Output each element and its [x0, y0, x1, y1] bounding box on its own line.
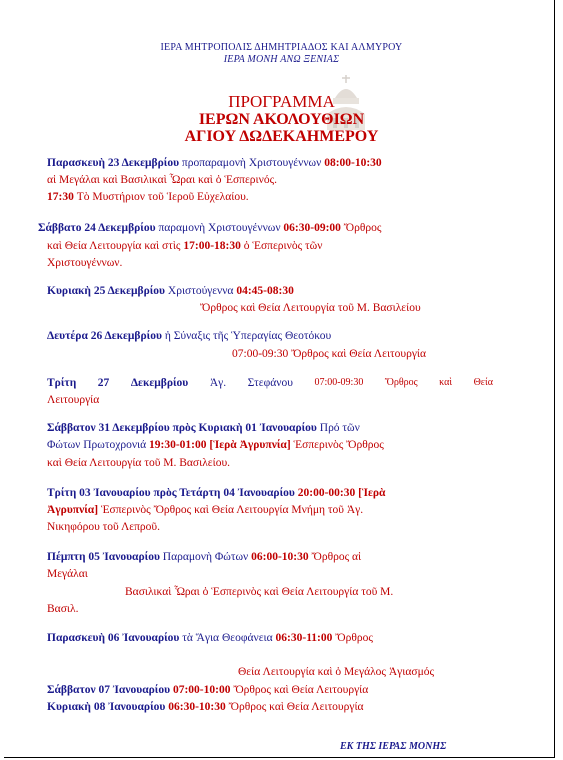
line-text-run: 08:00-10:30: [324, 157, 382, 169]
line-text-run: Δεκεμβρίου: [130, 377, 189, 389]
service-line: [47, 393, 99, 407]
line-text-run: αἱ Μεγάλαι καὶ Βασιλικαὶ Ὧραι καὶ ὁ Ἑσπερινός.: [47, 174, 277, 186]
line-text-run: 07:00-10:00: [172, 684, 234, 696]
line-text-run: 17:00-18:30: [183, 240, 244, 252]
line-text-run: 17:30: [47, 191, 77, 203]
line-text-run: Ὄρθρος καὶ Θεία Λειτουργία: [228, 701, 364, 713]
line-text-run: Τὸ Μυστήριον τοῦ Ἱεροῦ Εὐχελαίου.: [76, 191, 249, 203]
line-text-run: Σάββατον 07 Ἰανουαρίου: [47, 684, 173, 696]
service-line: [47, 550, 361, 564]
line-text-run: Θεία Λειτουργία καὶ ὁ Μεγάλος Ἁγιασμός: [238, 666, 435, 678]
line-text-run: Σάββατον 31 Δεκεμβρίου πρὸς Κυριακὴ 01 Ἰανουαρίου: [47, 422, 320, 434]
line-text-run: Ὄρθρος: [343, 222, 382, 234]
line-text-run: καὶ: [439, 377, 453, 388]
line-text-run: Βασιλ.: [47, 603, 79, 615]
line-text-run: Τρίτη 03 Ἰανουαρίου πρὸς Τετάρτη 04 Ἰανουαρίου: [47, 487, 298, 499]
service-line: [47, 284, 294, 298]
line-text-run: Δευτέρα 26 Δεκεμβρίου: [47, 330, 165, 342]
line-text-run: 06:30-10:30: [168, 701, 229, 713]
line-text-run: Παρασκευὴ 23 Δεκεμβρίου: [47, 157, 182, 169]
line-text-run: Κυριακὴ 25 Δεκεμβρίου: [47, 285, 168, 297]
service-line: [238, 665, 434, 679]
line-text-run: Χριστουγέννων.: [47, 257, 123, 269]
line-text-run: Ὄρθρος αἱ: [311, 551, 362, 563]
service-line: [200, 301, 421, 315]
line-text-run: Ὄρθρος καὶ Θεία Λειτουργία: [233, 684, 369, 696]
line-text-run: Ὄρθρος καὶ Θεία Λειτουργία τοῦ Μ. Βασιλείου: [200, 302, 421, 314]
line-text-run: Ἀγ.: [209, 377, 227, 389]
line-text-run: ὁ Ἑσπερινὸς τῶν: [243, 240, 323, 252]
line-text-run: 06:30-11:00: [275, 632, 336, 644]
service-line: [232, 347, 426, 361]
line-text-run: Τρίτη: [47, 377, 77, 389]
line-text-run: Ὄρθρος: [335, 632, 373, 644]
line-text-run: Πέμπτη 05 Ἰανουαρίου: [47, 551, 163, 563]
service-line: [47, 173, 277, 187]
service-line: [47, 376, 493, 390]
service-line: [47, 567, 88, 581]
line-text-run: 07:00-09:30 Ὄρθρος καὶ Θεία Λειτουργία: [232, 348, 427, 360]
line-text-run: καὶ Θεία Λειτουργία τοῦ Μ. Βασιλείου.: [47, 457, 231, 469]
service-line: [47, 239, 322, 253]
service-line: [47, 190, 249, 204]
line-text-run: Πρό τῶν: [319, 422, 360, 434]
monastery-header: ΙΕΡΑ ΜΟΝΗ ΑΝΩ ΞΕΝΙΑΣ: [223, 54, 340, 65]
service-line: [47, 700, 364, 714]
line-text-run: Σάββατο 24 Δεκεμβρίου: [38, 222, 159, 234]
service-line: [47, 156, 382, 170]
line-text-run: Φώτων Πρωτοχρονιά: [47, 439, 150, 451]
line-text-run: 07:00-09:30: [314, 377, 364, 388]
service-line: [38, 221, 381, 235]
service-line: [47, 503, 363, 517]
line-text-run: 27: [97, 377, 110, 389]
service-line: [47, 683, 368, 697]
line-text-run: Βασιλικαὶ Ὧραι ὁ Ἑσπερινὸς καὶ Θεία Λειτουργία τοῦ Μ.: [125, 586, 394, 598]
line-text-run: 06:30-09:00: [283, 222, 344, 234]
signature: ΕΚ ΤΗΣ ΙΕΡΑΣ ΜΟΝΗΣ: [340, 741, 447, 752]
program-title: ΠΡΟΓΡΑΜΜΑ: [228, 92, 335, 111]
line-text-run: Στεφάνου: [247, 377, 293, 389]
line-text-run: Παρασκευὴ 06 Ἰανουαρίου: [47, 632, 183, 644]
line-text-run: 19:30-01:00 [Ἱερὰ Ἀγρυπνία]: [149, 439, 294, 451]
service-line: [125, 585, 393, 599]
line-text-run: Λειτουργία: [47, 394, 100, 406]
line-text-run: παραμονὴ Χριστουγέννων: [158, 222, 284, 234]
line-text-run: 06:00-10:30: [251, 551, 312, 563]
line-text-run: Χριστούγεννα: [167, 285, 237, 297]
line-text-run: Ὄρθρος: [384, 377, 418, 388]
program-subtitle-2: ΑΓΙΟΥ ΔΩΔΕΚΑΗΜΕΡΟΥ: [184, 128, 379, 145]
service-line: [47, 438, 384, 452]
service-line: [47, 421, 360, 435]
service-line: [47, 456, 230, 470]
line-text-run: Θεία: [473, 377, 493, 388]
line-text-run: καὶ Θεία Λειτουργία καὶ στὶς: [47, 240, 184, 252]
service-line: [47, 329, 331, 343]
line-text-run: τὰ Ἅγια Θεοφάνεια: [182, 632, 276, 644]
line-text-run: προπαραμονὴ Χριστουγέννων: [181, 157, 325, 169]
line-text-run: 04:45-08:30: [236, 285, 294, 297]
line-text-run: Νικηφόρου τοῦ Λεπροῦ.: [47, 521, 160, 533]
line-text-run: 20:00-00:30 [Ἱερὰ: [297, 487, 386, 499]
line-text-run: Μεγάλαι: [47, 568, 88, 580]
line-text-run: Ἑσπερινὸς Ὄρθρος: [293, 439, 384, 451]
line-text-run: Κυριακὴ 08 Ἰανουαρίου: [47, 701, 169, 713]
service-line: [47, 486, 385, 500]
line-text-run: Παραμονὴ Φώτων: [162, 551, 252, 563]
line-text-run: ἡ Σύναξις τῆς Ὑπεραγίας Θεοτόκου: [164, 330, 332, 342]
service-line: [47, 631, 373, 645]
program-subtitle-1: ΙΕΡΩΝ ΑΚΟΛΟΥΘΙΩΝ: [198, 111, 365, 128]
service-line: [47, 520, 160, 534]
metropolis-header: ΙΕΡΑ ΜΗΤΡΟΠΟΛΙΣ ΔΗΜΗΤΡΙΑΔΟΣ ΚΑΙ ΑΛΜΥΡΟΥ: [160, 42, 403, 53]
line-text-run: Ἑσπερινὸς Ὄρθρος καὶ Θεία Λειτουργία Μνήμη τοῦ Ἁγ.: [100, 504, 364, 516]
service-line: [47, 256, 122, 270]
line-text-run: Ἀγρυπνία]: [47, 504, 101, 516]
service-line: [47, 602, 78, 616]
